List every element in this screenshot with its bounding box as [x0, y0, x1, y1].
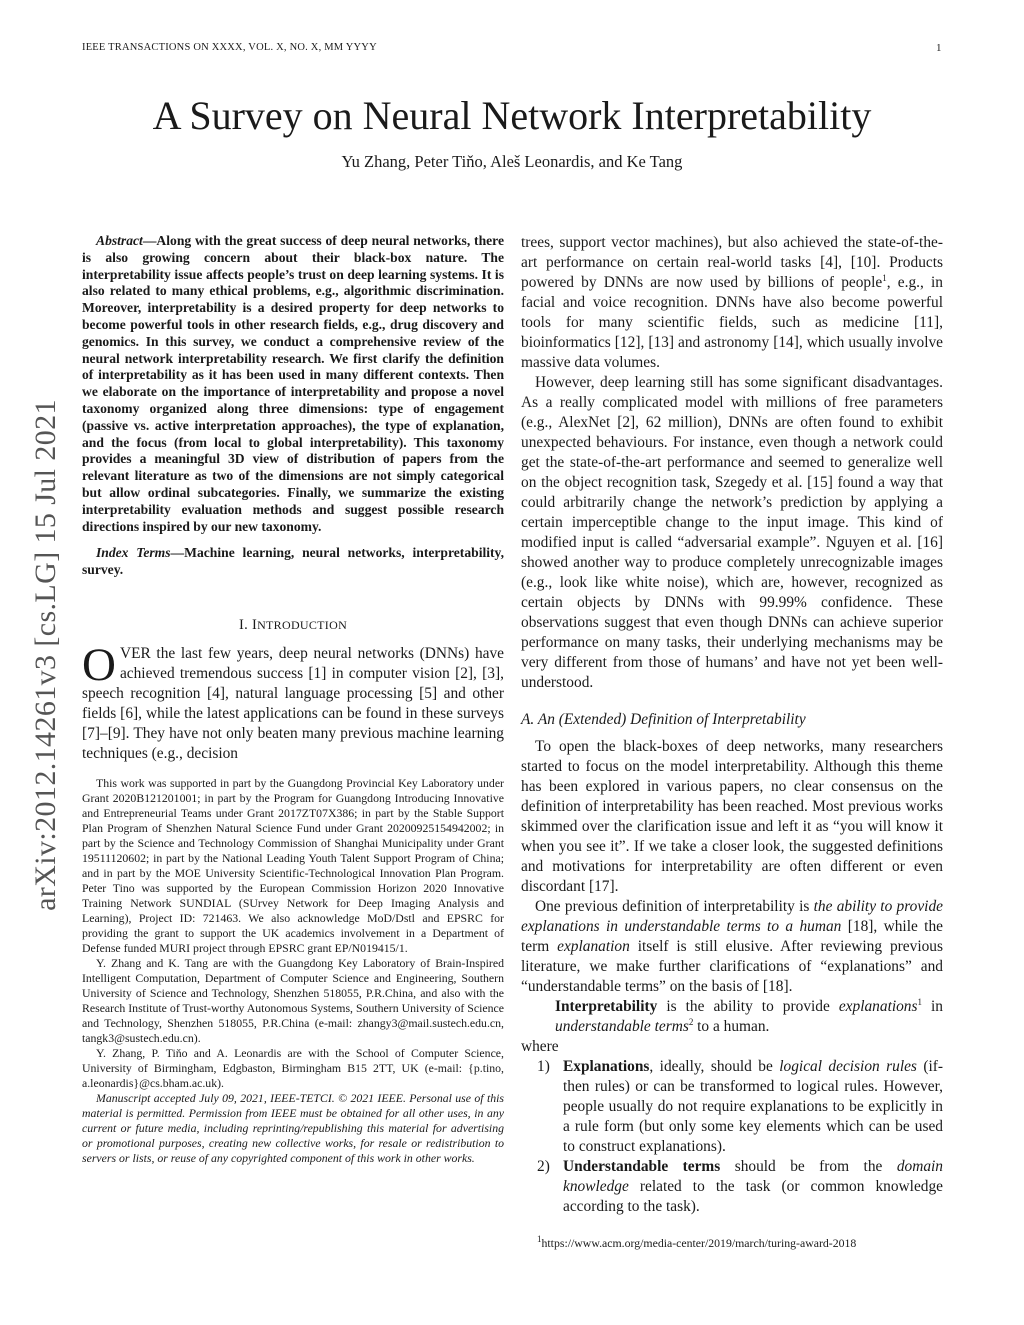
- text-run: to a human.: [693, 1018, 770, 1035]
- list-number: 2): [537, 1158, 550, 1175]
- text-run: ,: [640, 334, 649, 351]
- text-run: , natural language processing: [225, 684, 420, 702]
- footnote-url-link[interactable]: https://www.acm.org/media-center/2019/march/turing-award-2018: [541, 1236, 857, 1250]
- text-run: .: [788, 978, 793, 995]
- citation-link[interactable]: 7: [87, 724, 95, 742]
- list-item: [537, 1157, 944, 1217]
- citation-link[interactable]: 12: [619, 334, 636, 351]
- emphasis: domain knowledge: [563, 1158, 944, 1195]
- affiliation-note: Y. Zhang, P. Tiňo and A. Leonardis are with the School of Computer Science, University of Birmingham, Edgbaston, Birmingham B15 2TT, UK (e-mail: {p.tino, a.leonardis}@cs.bham.ac.uk).: [82, 1045, 504, 1090]
- citation-link[interactable]: 3: [487, 664, 495, 682]
- text-run: One previous definition of interpretability is: [535, 898, 814, 915]
- abstract: [82, 233, 504, 535]
- text-run: , e.g., in facial and voice recognition. DNNs have also become powerful tools for many scientific fields, such as medicine: [521, 274, 943, 331]
- text-run: . Products powered by DNNs are now used by billions of people: [521, 254, 943, 291]
- text-run: To open the black-boxes of deep networks, many researchers started to focus on the model interpretability. Although this theme has been explored in various papers, no clear consensus on the definition of interpretability has been reached. Most previous works skimmed over the clarification issue and left it as “you will know it when you see it”. If we take a closer look, the suggested definitions and motivations for interpretability are often different or even discordant: [521, 738, 943, 895]
- funding-note: This work was supported in part by the Guangdong Provincial Key Laboratory under Grant 2020B121201001; in part by the Program for Guangdong Introducing Innovative and Entrepreneurial Teams under Grant 2017ZT07X386; in part by the Stable Support Plan Program of Shenzhen Natural Science Fund under Grant 20200925154942002; in part by the Science and Technology Commission of Shanghai Municipality under Grant 19511120602; in part by the National Leading Youth Talent Support Program of China; and in part by the MOE University Scientific-Technological Innovation Plan Program. Peter Tino was supported by the European Commission Horizon 2020 Innovative Training Network SUNDIAL (SUrvey Network for Deep Imaging Analysis and Learning), Project ID: 721463. We also acknowledge MoD/Dstl and EPSRC for providing the grant to support the UK academics involvement in a Department of Defense funded MURI project through EPSRC grant EP/N019415/1.: [82, 775, 504, 955]
- section-title-rest: NTRODUCTION: [257, 617, 348, 632]
- paragraph: trees, support vector machines), but also achieved the state-of-the-art performance on certain real-world tasks [4], [10]. Products powered by DNNs are now used by billions of people$^1$, e.g., in facial and voice recognition. DNNs have also become powerful tools for many scientific fields, such as medicine [11], bioinformatics [12], [13] and astronomy [14], which usually involve massive data volumes.: [521, 234, 943, 371]
- citation-link[interactable]: 18: [768, 978, 784, 995]
- text-run: –: [99, 724, 108, 742]
- arxiv-stamp: [22, 355, 70, 955]
- citation-link[interactable]: 13: [653, 334, 669, 351]
- abstract-text: —Along with the great success of deep neural networks, there is also growing concern about their black-box nature. The interpretability issue affects people’s trust on deep learning systems. It is also related to many ethical problems, e.g., algorithmic discrimination. Moreover, interpretability is a desired property for deep networks to become powerful tools in other research fields, e.g., drug discovery and genomics. In this survey, we conduct a comprehensive review of the neural network interpretability research. We first clarify the definition of interpretability as it has been used in many different contexts. Then we elaborate on the importance of interpretability and propose a novel taxonomy organized along three dimensions: type of engagement (passive vs. active interpretation approaches), the type of explanation, and the focus (from local to global interpretability). This taxonomy provides a meaningful 3D view of distribution of papers from the relevant literature as two of the dimensions are not simply categorical but allow ordinal subcategories. Finally, we summarize the existing interpretability evaluation methods and suggest possible research directions inspired by our new taxonomy.: [82, 233, 504, 534]
- text-run: , while the latest applications can be found in these surveys: [138, 704, 504, 722]
- abstract-label: Abstract: [96, 233, 143, 248]
- citation-link[interactable]: 6: [125, 704, 134, 722]
- citation-link[interactable]: 9: [112, 724, 121, 742]
- emphasis: understandable terms: [555, 1018, 689, 1035]
- text-run: found a way that could arbitrarily change the network’s prediction by applying a certain imperceptible change to the input image. This kind of modified input is called “adversarial example”. Nguyen et al.: [521, 474, 943, 551]
- intro-paragraph: OVER the last few years, deep neural networks (DNNs) have achieved tremendous success [1] in computer vision [2], [3], speech recognition [4], natural language processing [5] and other fields [6], while the latest applications can be found in these surveys [7]–[9]. They have not only beaten many previous machine learning techniques (e.g., decision: [82, 638, 504, 762]
- section-title-initial: I: [251, 616, 258, 633]
- text-run: in: [922, 998, 943, 1015]
- definition-term: Interpretability: [555, 998, 658, 1015]
- superscript: 1: [917, 996, 922, 1007]
- affiliation-note: Y. Zhang and K. Tang are with the Guangdong Key Laboratory of Brain-Inspired Intelligent Computation, Department of Computer Science and Engineering, Southern University of Science and Technology, Shenzhen 518055, P.R.China, and also with the Research Institute of Trust-worthy Autonomous Systems, Southern University of Science and Technology, Shenzhen 518055, P.R.China (e-mail: zhangy3@mail.sustech.edu.cn, tangk3@sustech.edu.cn).: [82, 955, 504, 1045]
- emphasis: explanation: [557, 938, 630, 955]
- text-run: should be from the: [720, 1158, 897, 1175]
- left-column: [82, 233, 504, 1166]
- list-number: 1): [537, 1058, 550, 1075]
- text-run: .: [614, 878, 619, 895]
- url-footnote: [537, 1236, 856, 1251]
- text-run: . They have not only beaten many previous machine learning techniques (e.g., decision: [82, 724, 504, 762]
- citation-link[interactable]: 10: [855, 254, 872, 271]
- section-heading-introduction: [82, 617, 504, 634]
- index-terms-label: Index Terms: [96, 545, 171, 561]
- text-run: However, deep learning still has some significant disadvantages. As a really complicated model with millions of free parameters (e.g., AlexNet: [521, 374, 943, 431]
- text-run: , speech recognition: [82, 664, 504, 702]
- index-terms-text: —Machine learning, neural networks, interpretability, survey.: [82, 545, 504, 578]
- text-run: , bioinformatics: [521, 314, 943, 351]
- text-run: and other fields: [82, 684, 504, 722]
- citation-link[interactable]: 15: [812, 474, 828, 491]
- text-run: (if-then rules) or can be transformed to logical rules. However, people usually do not require explanations to be explicitly in a rule form (but only some key elements which can be used to construct explanations).: [563, 1058, 943, 1155]
- paragraph: One previous definition of interpretability is the ability to provide explanations in understandable terms to a human [18], while the term explanation itself is still elusive. After reviewing previous literature, we make further clarifications of “explanations” and “understandable terms” on the basis of [18].: [521, 898, 943, 995]
- list-item: [537, 1057, 943, 1157]
- citation-link[interactable]: 17: [594, 878, 610, 895]
- text-run: and astronomy: [673, 334, 774, 351]
- first-page-footnotes: [82, 776, 504, 1166]
- paper-title: A Survey on Neural Network Interpretability: [152, 93, 872, 138]
- text-run: is the ability to provide: [657, 998, 839, 1015]
- text-run: in computer vision: [326, 664, 456, 682]
- citation-link[interactable]: 2: [460, 664, 468, 682]
- citation-link[interactable]: 11: [919, 314, 934, 331]
- page-number: 1: [936, 42, 942, 54]
- text-run: , which usually involve massive data volumes.: [521, 334, 943, 371]
- arxiv-identifier: arXiv:2012.14261v3 [cs.LG] 15 Jul 2021: [29, 399, 62, 911]
- copyright-note: Manuscript accepted July 09, 2021, IEEE-TETCI. © 2021 IEEE. Personal use of this material is permitted. Permission from IEEE must be obtained for all other uses, in any current or future media, including reprinting/republishing this material for advertising or promotional purposes, creating new collective works, for resale or redistribution to servers or lists, or reuse of any copyrighted component of this work in other works.: [82, 1090, 504, 1165]
- text-run: , ideally, should be: [649, 1058, 780, 1075]
- citation-link[interactable]: 4: [212, 684, 220, 702]
- drop-cap: O: [82, 638, 116, 691]
- emphasis: logical decision rules: [779, 1058, 917, 1075]
- intro-lead: VER: [119, 644, 151, 662]
- citation-link[interactable]: 14: [778, 334, 794, 351]
- section-number: I.: [238, 616, 248, 633]
- text-run: itself is still elusive. After reviewing previous literature, we make further clarifications of “explanations” and “understandable terms” on the basis of: [521, 938, 943, 995]
- text-run: , while the term: [521, 918, 943, 955]
- text-run: ,: [838, 254, 851, 271]
- text-run: ,: [473, 664, 483, 682]
- emphasis: explanations: [838, 998, 918, 1015]
- citation-link[interactable]: 5: [424, 684, 432, 702]
- list-term: Understandable terms: [563, 1158, 721, 1175]
- index-terms: [82, 545, 504, 579]
- text-run: related to the task (or common knowledge according to the task).: [563, 1178, 943, 1215]
- citation-link[interactable]: 1: [313, 664, 322, 682]
- right-column: [521, 233, 943, 1217]
- definition-box: [555, 997, 943, 1037]
- citation-link[interactable]: 16: [922, 534, 938, 551]
- definition-list: [521, 1057, 943, 1217]
- paragraph: To open the black-boxes of deep networks, many researchers started to focus on the model interpretability. Although this theme has been explored in various papers, no clear consensus on the definition of interpretability has been reached. Most previous works skimmed over the clarification issue and left it as “you will know it when you see it”. If we take a closer look, the suggested definitions and motivations for interpretability are often different or even discordant [17].: [521, 738, 943, 895]
- footnote-mark: 1: [537, 1234, 542, 1245]
- citation-link[interactable]: 18: [852, 918, 869, 935]
- text-run: , 62 million), DNNs are often found to exhibit unexpected behaviours. For instance, even though a network could get the state-of-the-art performance and seemed to generalize well on the object recognition task, Szegedy et al.: [521, 414, 943, 491]
- text-run: the last few years, deep neural networks (DNNs) have achieved tremendous success: [119, 644, 504, 682]
- text-run: showed another way to produce completely unrecognizable images (e.g., look like white noise), which are, however, recognized as certain objects by DNNs with 99.99% confidence. These observations suggest that even though DNNs can achieve superior performance on many tasks, their underlying mechanisms may be very different from those of humans’ and have not yet been well-understood.: [521, 554, 943, 691]
- text-run: trees, support vector machines), but also achieved the state-of-the-art performance on certain real-world tasks: [521, 234, 943, 271]
- text-run: [841, 918, 847, 935]
- where-label: where: [521, 1038, 559, 1055]
- footnote-marker[interactable]: 1: [882, 272, 887, 283]
- emphasis: the ability to provide explanations in understandable terms to a human: [521, 898, 943, 935]
- paragraph: However, deep learning still has some significant disadvantages. As a really complicated model with millions of free parameters (e.g., AlexNet [2], 62 million), DNNs are often found to exhibit unexpected behaviours. For instance, even though a network could get the state-of-the-art performance and seemed to generalize well on the object recognition task, Szegedy et al. [15] found a way that could arbitrarily change the network’s prediction by applying a certain imperceptible change to the input image. This kind of modified input is called “adversarial example”. Nguyen et al. [16] showed another way to produce completely unrecognizable images (e.g., look like white noise), which are, however, recognized as certain objects by DNNs with 99.99% confidence. These observations suggest that even though DNNs can achieve superior performance on many tasks, their underlying mechanisms may be very different from those of humans’ and have not yet been well-understood.: [521, 374, 943, 691]
- subsection-heading: A. An (Extended) Definition of Interpretability: [521, 711, 806, 728]
- list-term: Explanations: [563, 1058, 650, 1075]
- citation-link[interactable]: 2: [622, 414, 631, 431]
- running-head: IEEE TRANSACTIONS ON XXXX, VOL. X, NO. X, MM YYYY: [82, 42, 377, 53]
- author-list: Yu Zhang, Peter Tiňo, Aleš Leonardis, and Ke Tang: [341, 152, 683, 171]
- citation-link[interactable]: 4: [825, 254, 833, 271]
- superscript: 2: [688, 1016, 694, 1027]
